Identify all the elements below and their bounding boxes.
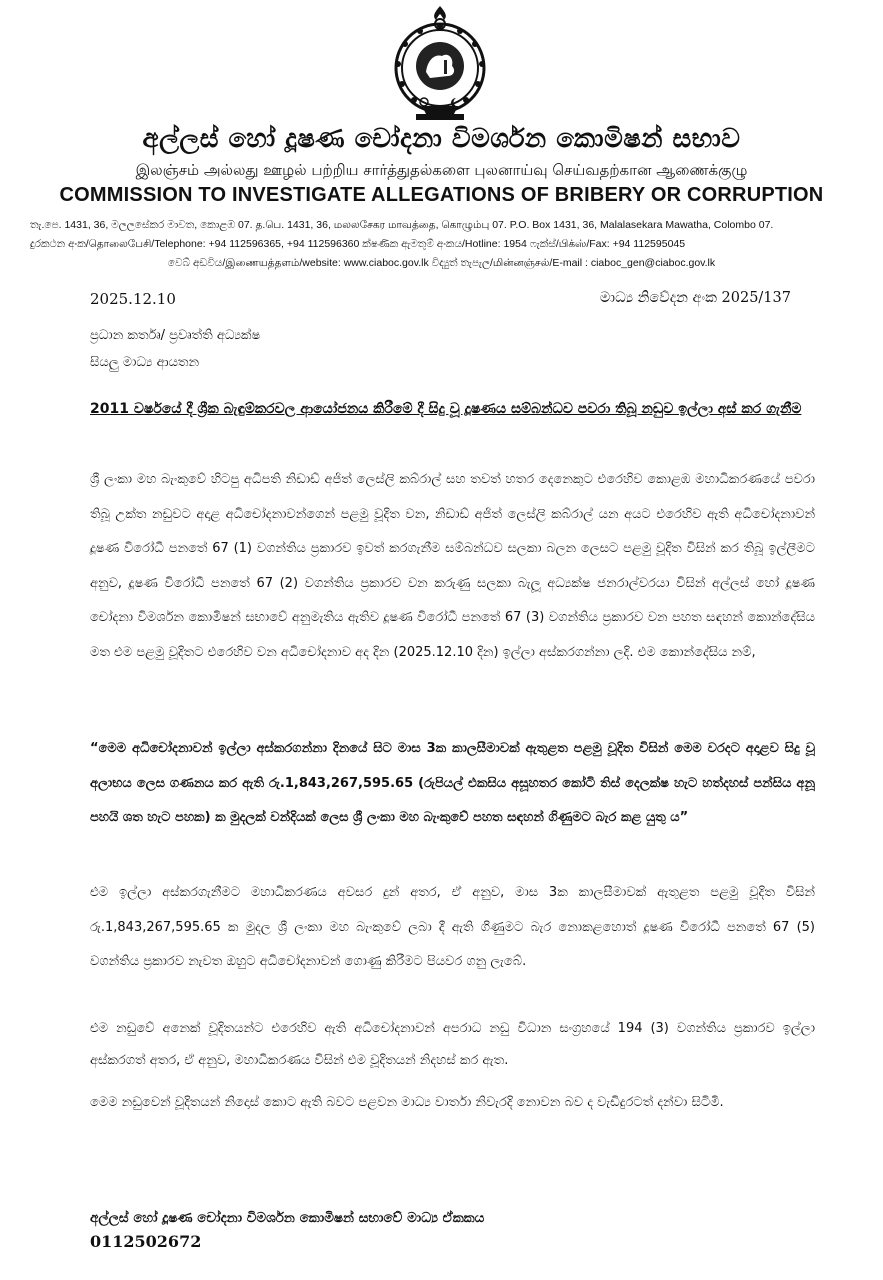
recipient-line-2: සියලු මාධ්‍ය ආයතන xyxy=(90,355,200,370)
recipient-line-1: ප්‍රධාන කර්තෘ/ ප්‍රවෘත්ති අධ්‍යක්ෂ xyxy=(90,328,261,343)
body-paragraph-1: ශ්‍රී ලංකා මහ බැංකුවේ හිටපු අධිපති නිඩාඩ් අජිත් ලෙස්ලි කබ්රාල් සහ තවත් හතර දෙනෙකුට එරෙහිව කොළඹ මහාධිකරණයේ පවරා තිබූ උක්ත නඩුවට අදාළ අධිචෝදනාවන්ගෙන් පළමු වූදිත වන, නිඩාඩ් අජිත් ලෙස්ලි කබ්රාල් යන අයට එරෙහිව ඇති අධිචෝදනාවන් දූෂණ විරෝධී පනතේ 67 (1) වගන්තිය ප්‍රකාරව ඉවත් කරගැනීම සම්බන්ධව සලකා බලන ලෙසට පළමු වූදිත විසින් කර තිබූ ඉල්ලීමට අනුව, දූෂණ විරෝධී පනතේ 67 (2) වගන්තිය ප්‍රකාරව වන කරුණු සලකා බැලූ අධ්‍යක්ෂ ජනරාල්වරයා විසින් අල්ලස් හෝ දූෂණ චෝදනා විමර්ශන කොමිෂන් සභාවේ අනුමැතිය ඇතිව දූෂණ විරෝධී පනතේ 67 (3) වගන්තිය ප්‍රකාරව වන පහත සඳහන් කොන්දේසිය මත එම පළමු වූදිතට එරෙහිව වන අධිචෝදනාව අද දින (2025.12.10 දින) ඉල්ලා අස්කරගන්නා ලදි. එම කොන්දේසිය නම්, xyxy=(90,472,815,660)
body-paragraph-4: එම නඩුවේ අනෙක් වූදිතයන්ට එරෙහිව ඇති අධිචෝදනාවන් අපරාධ නඩු විධාන සංග්‍රහයේ 194 (3) වගන්තිය ප්‍රකාරව ඉල්ලා අස්කරගත් අතර, ඒ අනුව, මහාධිකරණය විසින් එම වූදිතයන් නිදහස් කර ඇත. xyxy=(90,1021,815,1068)
body-paragraph-3: එම ඉල්ලා අස්කරගැනීමට මහාධිකරණය අවසර දුන් අතර, ඒ අනුව, මාස 3ක කාලසීමාවක් ඇතුළත පළමු වූදිත විසින් රු.1,843,267,595.65 ක මුදල ශ්‍රී ලංකා මහ බැංකුවේ ලබා දී ඇති ගිණුමට බැර නොකළහොත් දූෂණ විරෝධී පනතේ 67 (5) වගන්තිය ප්‍රකාරව නැවත ඔහුට අධිචෝදනාවන් ගොණු කිරීමට පියවර ගනු ලැබේ. xyxy=(90,885,815,969)
condition-quote: “මෙම අධිචෝදනාවන් ඉල්ලා අස්කරගන්නා දිනයේ සිට මාස 3ක කාලසීමාවක් ඇතුළත පළමු වූදිත විසින් මෙම වරදට අදාළව සිදු වූ අලාභය ලෙස ගණනය කර ඇති රු.1,843,267,595.65 (රුපියල් එකසිය අසූහතර කෝටි තිස් දෙලක්ෂ හැට හත්දහස් පන්සිය අනූ පහයි ශත හැට පහක) ක මුදලක් වන්දියක් ලෙස ශ්‍රී ලංකා මහ බැංකුවේ පහත සඳහන් ගිණුමට බැර කළ යුතු ය” xyxy=(90,741,815,825)
address-line: තැ.පෙ. 1431, 36, මලලසේකර මාවත, කොළඹ 07. த.பெ. 1431, 36, மலலசேகர மாவத்தை, கொழும்பு 07. P.O. Box 1431, 36, Malalasekara Mawatha, Colombo 07. xyxy=(30,219,774,231)
phone-line: දුරකථන අංක/தொலைபேசி/Telephone: +94 112596365, +94 112596360 ක්ෂණික ඇමතුම් අංකය/Hotline: 1954 ෆැක්ස්/பிக்ஸ்/Fax: +94 112595045 xyxy=(30,238,686,250)
signature-unit: අල්ලස් හෝ දූෂණ චෝදනා විමර්ශන කොමිෂන් සභාවේ මාධ්‍ය ඒකකය xyxy=(90,1210,485,1226)
signature-phone: 0112502672 xyxy=(90,1232,202,1251)
government-emblem-icon xyxy=(380,2,500,126)
commission-title-tamil: இலஞ்சம் அல்லது ஊழல் பற்றிய சார்த்துதல்களை புலனாய்வு செய்வதற்கான ஆணைக்குழு xyxy=(135,161,748,179)
commission-title-sinhala: අල්ලස් හෝ දූෂණ චෝදනා විමර්ශන කොමිෂන් සභාව xyxy=(142,124,741,154)
commission-title-english: COMMISSION TO INVESTIGATE ALLEGATIONS OF BRIBERY OR CORRUPTION xyxy=(59,184,824,206)
body-paragraph-5: මෙම නඩුවෙන් වූදිතයන් නිදොස් කොට ඇති බවට පළවන මාධ්‍ය වාර්තා නිවැරදි නොවන බව ද වැඩිදුරටත් දන්වා සිටිමි. xyxy=(90,1095,724,1110)
web-email-line: වෙබ් අඩවිය/இணையத்தளம்/website: www.ciaboc.gov.lk විද්‍යුත් තැපැල/மின்னஞ்சல்/E-mail : ciaboc_gen@ciaboc.gov.lk xyxy=(167,257,716,269)
release-reference: මාධ්‍ය නිවේදන අංක 2025/137 xyxy=(599,290,791,306)
release-date: 2025.12.10 xyxy=(90,290,176,308)
subject-heading: 2011 වර්ෂයේ දී ශ්‍රීක බැඳුම්කරවල ආයෝජනය කිරීමේ දී සිදු වූ දූෂණය සම්බන්ධව පවරා තිබූ නඩුව ඉල්ලා අස් කර ගැනීම xyxy=(90,401,802,417)
